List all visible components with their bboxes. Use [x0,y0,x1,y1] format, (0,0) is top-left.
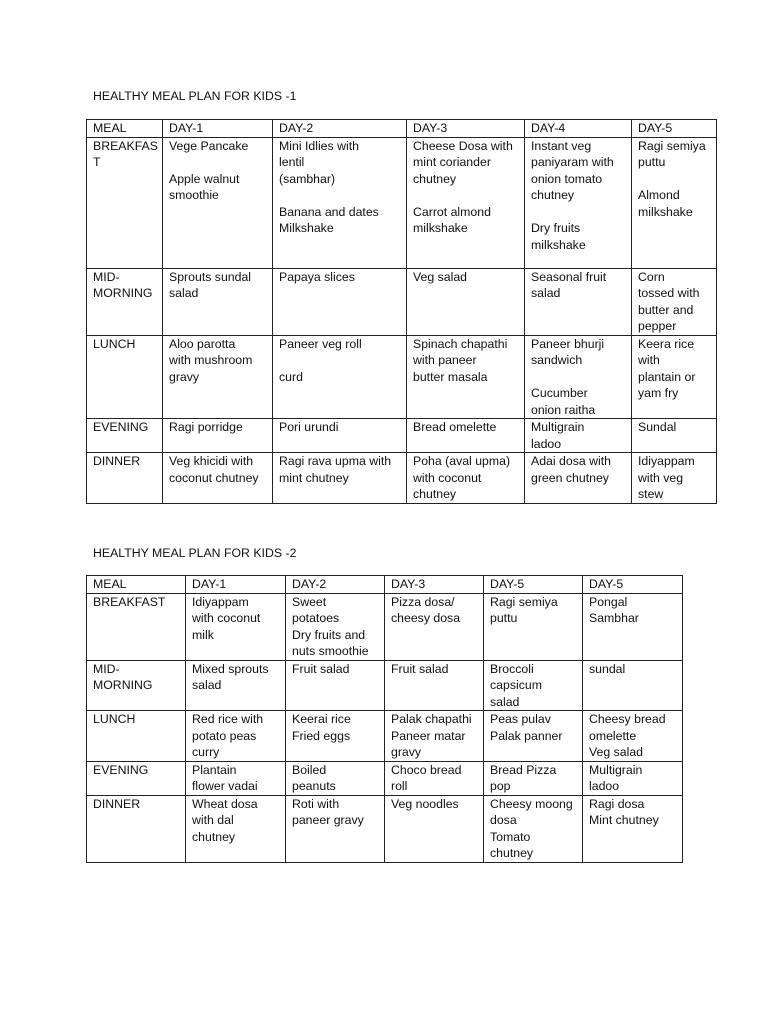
meal-label-cell [87,335,163,419]
meal-cell [273,419,407,453]
cell-line: Palak panner [490,728,563,743]
cell-line: MORNING [93,678,153,692]
cell-line: Ragi rava upma with [279,454,392,468]
meal-cell [163,137,273,268]
meal-row-mid-morning [87,660,683,711]
cell-line: Ragi porridge [169,420,243,434]
cell-line: Wheat dosa [192,796,258,811]
meal-cell [385,593,484,660]
cell-line: Poha (aval upma) [413,454,511,468]
cell-line: paniyaram with [531,155,614,169]
cell-line: Fried eggs [292,728,351,743]
meal-plan-2-title: HEALTHY MEAL PLAN FOR KIDS -2 [93,546,297,560]
cell-line: potato peas [192,728,257,743]
meal-cell [484,593,583,660]
cell-line: Ragi semiya [638,138,706,153]
cell-line [169,154,268,171]
meal-cell [407,268,525,335]
meal-cell [385,795,484,862]
cell-line: Pongal [589,594,628,609]
meal-row-evening [87,761,683,795]
header-cell: MEAL [87,120,163,138]
cell-line: ladoo [531,436,562,451]
cell-line: Paneer bhurji [531,336,605,351]
header-row [87,120,717,138]
cell-line: flower vadai [192,779,258,793]
meal-label-cell [87,419,163,453]
cell-line: T [93,155,101,169]
meal-cell [286,795,385,862]
cell-line: Red rice with [192,712,264,726]
cell-line: Roti with [292,796,340,811]
meal-plan-1-title: HEALTHY MEAL PLAN FOR KIDS -1 [93,89,297,103]
cell-line: Apple walnut [169,171,240,186]
cell-line: with [638,353,660,367]
cell-line: paneer gravy [292,813,364,827]
cell-line: pop [490,779,511,793]
cell-line: Veg khicidi with [169,454,254,468]
header-row [87,576,683,594]
cell-line: with coconut [192,611,261,625]
meal-cell [186,711,286,762]
meal-cell [632,335,717,419]
meal-cell [525,137,632,268]
cell-line: milkshake [413,221,468,235]
cell-line: Mint chutney [589,813,659,827]
cell-line: Plantain [192,762,237,777]
cell-line: puttu [638,155,666,169]
cell-line: DINNER [93,454,141,468]
cell-line: Spinach chapathi [413,336,508,351]
header-cell: MEAL [87,576,186,594]
meal-cell [632,419,717,453]
cell-line: gravy [391,745,422,759]
cell-line [638,171,712,188]
cell-line: potatoes [292,611,340,625]
cell-line: mint coriander [413,155,491,169]
meal-cell [632,453,717,504]
cell-line: roll [391,779,408,793]
meal-cell [583,660,683,711]
meal-cell [525,335,632,419]
cell-line: yam fry [638,386,679,400]
meal-row-lunch [87,711,683,762]
cell-line: smoothie [169,188,219,202]
cell-line: Tomato [490,829,531,844]
cell-line: cheesy dosa [391,611,461,625]
cell-line: Multigrain [589,762,643,777]
cell-line: sandwich [531,353,583,367]
cell-line: milk [192,627,214,642]
cell-line: Multigrain [531,420,585,434]
cell-line: Dry fruits [531,221,581,235]
meal-cell [186,761,286,795]
cell-line: Pori urundi [279,420,339,434]
cell-line: Broccoli [490,661,534,676]
meal-cell [163,268,273,335]
cell-line: salad [169,286,199,300]
meal-cell [484,711,583,762]
cell-line: Aloo parotta [169,336,236,351]
cell-line: chutney [413,487,457,501]
cell-line [531,204,627,221]
cell-line: MORNING [93,286,153,300]
meal-cell [385,761,484,795]
cell-line: Sprouts sundal [169,269,252,284]
cell-line: Papaya slices [279,269,355,284]
cell-line: Bread omelette [413,420,497,434]
meal-cell [484,795,583,862]
cell-line: Banana and dates [279,204,379,219]
cell-line: with dal [192,813,234,827]
cell-line: Fruit salad [292,661,350,676]
meal-label-cell [87,660,186,711]
cell-line: butter and [638,302,694,317]
meal-cell [163,453,273,504]
meal-row-dinner [87,453,717,504]
meal-cell [583,593,683,660]
cell-line: Veg noodles [391,796,459,811]
header-cell: DAY-5 [484,576,583,594]
cell-line: peanuts [292,779,336,793]
cell-line: chutney [192,829,236,844]
cell-line: Milkshake [279,221,334,235]
cell-line: Almond [638,188,680,202]
cell-line: Mixed sprouts [192,661,269,676]
cell-line: nuts smoothie [292,644,369,658]
cell-line: BREAKFAS [93,138,158,153]
cell-line: salad [192,678,222,692]
cell-line: with paneer [413,353,477,367]
meal-row-lunch [87,335,717,419]
cell-line [279,352,402,369]
cell-line: Sweet [292,594,327,609]
meal-cell [385,660,484,711]
cell-line: Palak chapathi [391,712,472,726]
meal-row-evening [87,419,717,453]
cell-line: butter masala [413,369,488,384]
cell-line: Vege Pancake [169,138,249,153]
cell-line: chutney [531,188,575,202]
meal-cell [583,795,683,862]
cell-line: Corn [638,269,665,284]
cell-line: salad [490,694,520,709]
cell-line: MID- [93,269,120,284]
cell-line: mint chutney [279,470,349,485]
meal-row-breakfas-t [87,137,717,268]
header-cell: DAY-1 [186,576,286,594]
meal-row-dinner [87,795,683,862]
cell-line: tossed with [638,286,700,300]
cell-line: Sambhar [589,611,639,625]
cell-line: Cheesy moong [490,796,573,811]
header-cell: DAY-4 [525,120,632,138]
meal-cell [286,761,385,795]
cell-line: MID- [93,661,120,676]
cell-line: Idiyappam [638,454,695,468]
meal-cell [286,711,385,762]
cell-line: Cheese Dosa with [413,138,513,153]
cell-line: coconut chutney [169,470,259,485]
cell-line: Ragi semiya [490,594,558,609]
meal-cell [407,453,525,504]
meal-row-breakfast [87,593,683,660]
meal-cell [286,593,385,660]
cell-line: Peas pulav [490,712,551,726]
cell-line: with coconut [413,470,482,485]
cell-line: Bread Pizza [490,762,557,777]
cell-line: Veg salad [589,745,644,759]
meal-cell [273,453,407,504]
meal-cell [632,137,717,268]
header-cell: DAY-3 [407,120,525,138]
cell-line: Idiyappam [192,594,249,609]
cell-line: lentil [279,155,305,169]
header-cell: DAY-2 [286,576,385,594]
meal-cell [163,335,273,419]
cell-line: with mushroom [169,353,253,367]
cell-line: green chutney [531,470,609,485]
meal-label-cell [87,593,186,660]
meal-cell [163,419,273,453]
meal-cell [186,660,286,711]
cell-line: (sambhar) [279,171,336,186]
cell-line: LUNCH [93,336,136,351]
meal-cell [525,419,632,453]
cell-line: puttu [490,611,518,625]
cell-line: Sundal [638,420,677,434]
meal-cell [484,660,583,711]
meal-cell [583,711,683,762]
meal-label-cell [87,761,186,795]
cell-line: ladoo [589,779,620,793]
meal-label-cell [87,137,163,268]
cell-line: Dry fruits and [292,627,366,642]
cell-line: pepper [638,319,677,333]
cell-line: Fruit salad [391,661,449,676]
meal-cell [407,419,525,453]
cell-line [413,187,520,204]
cell-line: Paneer matar [391,728,466,743]
cell-line: milkshake [638,204,693,219]
meal-label-cell [87,268,163,335]
cell-line: with veg [638,470,684,485]
meal-cell [273,137,407,268]
cell-line: plantain or [638,369,696,384]
cell-line: stew [638,487,664,501]
cell-line: Paneer veg roll [279,336,362,351]
meal-cell [525,268,632,335]
cell-line: Ragi dosa [589,796,645,811]
meal-cell [273,335,407,419]
meal-cell [286,660,385,711]
cell-line: LUNCH [93,712,136,726]
meal-row-mid-morning [87,268,717,335]
cell-line: gravy [169,369,200,384]
cell-line: Instant veg [531,138,592,153]
cell-line: Mini Idlies with [279,138,359,153]
cell-line: Pizza dosa/ [391,594,455,609]
cell-line: chutney [490,846,534,860]
cell-line: chutney [413,171,457,186]
header-cell: DAY-5 [583,576,683,594]
header-cell: DAY-3 [385,576,484,594]
cell-line: BREAKFAST [93,594,166,609]
meal-cell [186,593,286,660]
meal-cell [407,335,525,419]
meal-cell [407,137,525,268]
meal-cell [385,711,484,762]
meal-plan-1-table [86,119,717,504]
cell-line: salad [531,286,561,300]
cell-line [531,369,627,386]
meal-cell [525,453,632,504]
cell-line: curry [192,745,220,759]
cell-line: Seasonal fruit [531,269,607,284]
cell-line: Choco bread [391,762,462,777]
cell-line: Veg salad [413,269,468,284]
meal-label-cell [87,453,163,504]
cell-line: Adai dosa with [531,454,611,468]
cell-line: onion raitha [531,402,596,417]
cell-line: milkshake [531,237,586,252]
meal-cell [186,795,286,862]
cell-line: EVENING [93,762,149,777]
cell-line: onion tomato [531,171,603,186]
cell-line: Cucumber [531,386,588,400]
cell-line: Keera rice [638,336,695,351]
cell-line: DINNER [93,796,141,811]
cell-line: sundal [589,661,626,676]
meal-cell [273,268,407,335]
cell-line: Cheesy bread [589,712,666,726]
cell-line: Carrot almond [413,204,491,219]
meal-cell [583,761,683,795]
cell-line: dosa [490,813,517,827]
header-cell: DAY-1 [163,120,273,138]
meal-cell [484,761,583,795]
meal-label-cell [87,795,186,862]
cell-line: Boiled [292,762,327,777]
cell-line: Keerai rice [292,712,351,726]
cell-line [279,187,402,204]
cell-line: EVENING [93,420,149,434]
cell-line: capsicum [490,678,542,692]
cell-line: curd [279,369,303,384]
header-cell: DAY-5 [632,120,717,138]
header-cell: DAY-2 [273,120,407,138]
meal-cell [632,268,717,335]
meal-plan-2-table [86,575,683,863]
meal-label-cell [87,711,186,762]
cell-line: omelette [589,728,637,743]
